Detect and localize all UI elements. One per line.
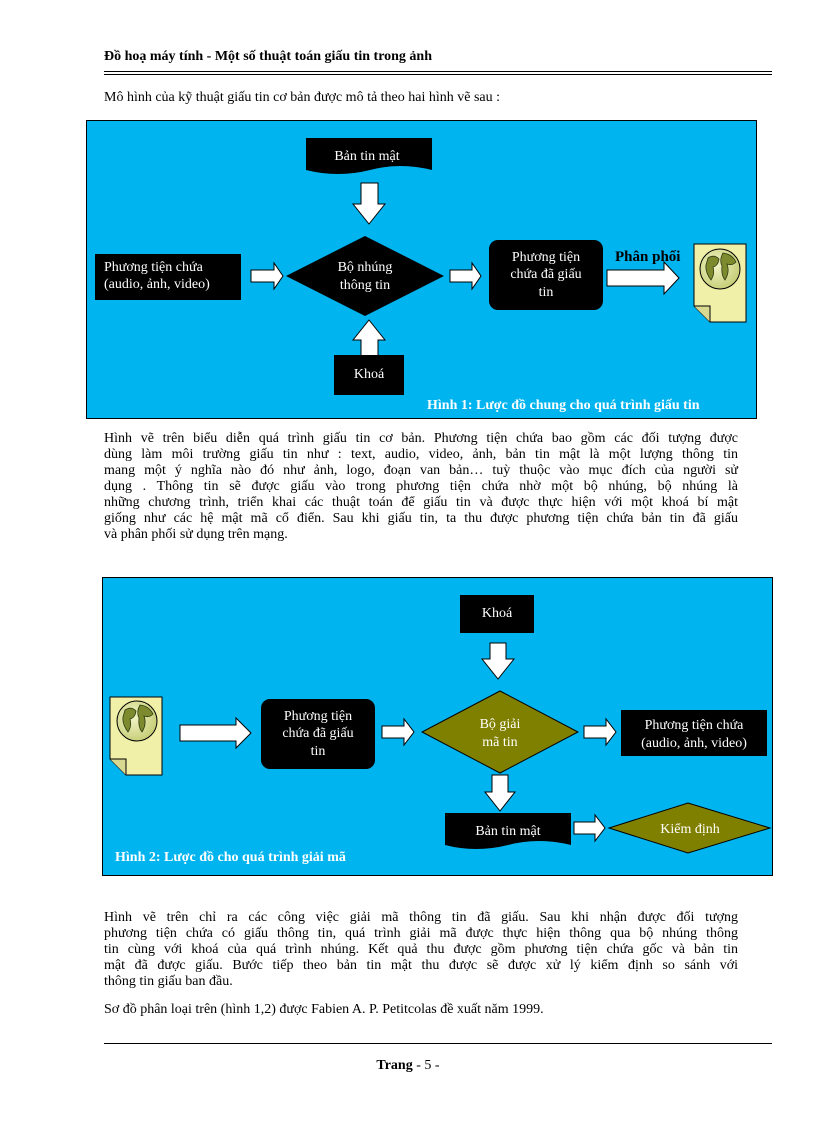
footer-page-number: - 5 - (412, 1058, 440, 1073)
paragraph-1 (104, 431, 738, 543)
paragraph-1-line: dụng . Thông tin sẽ được giấu vào trong phương tiện chứa nhờ một bộ nhúng, bộ nhúng là (104, 479, 738, 494)
fig2-cover-line1: Phương tiện chứa (644, 718, 744, 733)
paragraph-1-line: mang một ý nghĩa nào đó như ảnh, logo, đoạn van bản… tuỳ thuộc vào mục đích của người sử (104, 463, 738, 478)
page-footer (0, 1058, 816, 1074)
fig1-caption: Hình 1: Lược đồ chung cho quá trình giấu tin (427, 398, 700, 413)
paragraph-1-line: giống như các hệ mật mã cổ điển. Sau khi giấu tin, ta thu được phương tiện chứa bản tin đã giấu (104, 511, 738, 526)
fig2-decoder-line1: Bộ giải (479, 717, 521, 732)
paragraph-3: Sơ đồ phân loại trên (hình 1,2) được Fabien A. P. Petitcolas đề xuất năm 1999. (104, 1002, 544, 1017)
paragraph-2 (104, 910, 738, 990)
fig2-cover-medium-box (621, 710, 767, 756)
paragraph-2-line: mật đã được giấu. Bước tiếp theo bản tin mật thu được sẽ được xử lý kiểm định so sánh với (104, 958, 738, 973)
fig2-verification-label: Kiểm định (660, 822, 720, 837)
fig2-stego-medium-box (261, 699, 375, 769)
fig2-key-label: Khoá (481, 606, 513, 621)
fig1-document-globe-icon (694, 244, 746, 322)
figure-1-embedding-diagram (86, 120, 757, 419)
fig1-stego-line1: Phương tiện (511, 250, 581, 265)
running-header-title: Đồ hoạ máy tính - Một số thuật toán giấu tin trong ảnh (104, 49, 433, 64)
fig2-stego-line1: Phương tiện (283, 709, 353, 724)
fig2-stego-line3: tin (310, 744, 326, 759)
footer-rule (104, 1043, 772, 1044)
fig2-decoder-line2: mã tin (482, 735, 518, 750)
footer-page-label: Trang (376, 1058, 413, 1073)
fig2-secret-message-label: Bản tin mật (475, 824, 541, 839)
paragraph-2-line: tin cùng với khoá của quá trình nhúng. Kết quả thu được gồm phương tiện chứa gốc và bản tin (104, 942, 738, 957)
fig1-stego-line2: chứa đã giấu (510, 267, 582, 282)
paragraph-1-line: dùng làm môi trường giấu tin như : text, audio, video, ảnh, bản tin mật là một lượng thông tin (104, 447, 738, 462)
paragraph-1-line: Hình vẽ trên biểu diễn quá trình giấu tin cơ bản. Phương tiện chứa bao gồm các đối tượng được (104, 431, 738, 446)
figure-2-decoding-diagram (102, 577, 773, 876)
fig1-cover-line1: Phương tiện chứa (104, 260, 203, 275)
fig1-stego-line3: tin (538, 285, 554, 300)
fig1-embedder-line2: thông tin (339, 278, 391, 293)
fig1-key-box (334, 355, 404, 395)
fig1-embedder-line1: Bộ nhúng (337, 260, 393, 275)
header-rule-bottom (104, 74, 772, 75)
fig1-stego-medium-box (489, 240, 603, 310)
paragraph-1-line: và phân phối sử dụng trên mạng. (104, 527, 288, 542)
fig2-caption: Hình 2: Lược đồ cho quá trình giải mã (115, 850, 346, 865)
fig1-cover-medium-box (95, 254, 241, 300)
paragraph-2-line: phương tiện chứa có giấu thông tin, quá trình giải mã được thực hiện thông qua bộ nhúng thông (104, 926, 738, 941)
fig1-secret-message-label: Bản tin mật (334, 149, 400, 164)
fig1-cover-line2: (audio, ảnh, video) (104, 277, 210, 292)
header-rule-top (104, 71, 772, 72)
fig2-stego-line2: chứa đã giấu (282, 726, 354, 741)
fig1-distribution-label: Phân phối (615, 249, 681, 265)
paragraph-2-line: Hình vẽ trên chỉ ra các công việc giải mã thông tin đã giấu. Sau khi nhận được đối tượng (104, 910, 738, 925)
paragraph-2-line: thông tin giấu ban đầu. (104, 974, 233, 989)
fig2-cover-line2: (audio, ảnh, video) (641, 736, 747, 751)
fig2-document-globe-icon (110, 697, 162, 775)
intro-sentence: Mô hình của kỹ thuật giấu tin cơ bản được mô tả theo hai hình vẽ sau : (104, 90, 501, 105)
fig1-key-label: Khoá (353, 367, 385, 382)
fig2-key-box (460, 595, 534, 633)
paragraph-1-line: những chương trình, triển khai các thuật toán để giấu tin và được thực hiện với một khoá bí mật (104, 495, 738, 510)
